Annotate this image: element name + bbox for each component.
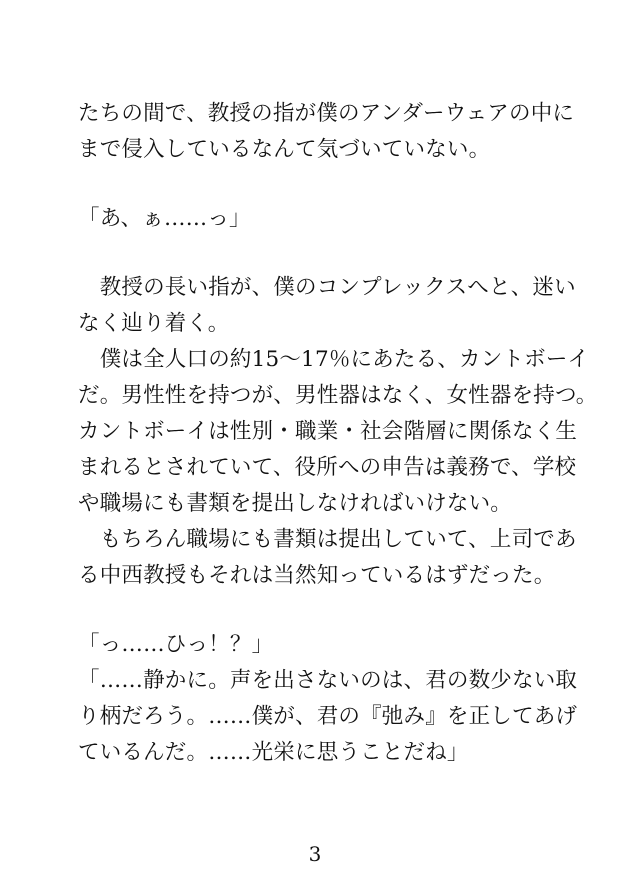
text-line-11: る中西教授もそれは当然知っているはずだった。 [78, 563, 556, 588]
dialogue-line-3: 「……静かに。声を出さないのは、君の数少ない取 [78, 668, 578, 693]
text-line-4: なく辿り着く。 [78, 311, 230, 336]
dialogue-line-2: 「っ……ひっ！？」 [78, 632, 274, 657]
text-line-6: だ。男性性を持つが、男性器はなく、女性器を持つ。 [78, 383, 598, 408]
dialogue-line-1: 「あ、ぁ……っ」 [78, 206, 251, 231]
text-line-3: 教授の長い指が、僕のコンプレックスへと、迷い [78, 275, 576, 300]
text-line-5: 僕は全人口の約15〜17％にあたる、カントボーイ [78, 347, 590, 372]
dialogue-line-5: ているんだ。……光栄に思うことだね」 [78, 740, 469, 765]
dialogue-line-4: り柄だろう。……僕が、君の『弛み』を正してあげ [78, 704, 578, 729]
text-line-8: まれるとされていて、役所への申告は義務で、学校 [78, 455, 577, 480]
text-line-1: たちの間で、教授の指が僕のアンダーウェアの中に [78, 101, 575, 126]
text-line-9: や職場にも書類を提出しなければいけない。 [78, 491, 513, 516]
text-line-2: まで侵入しているなんて気づいていない。 [78, 137, 491, 162]
text-line-10: もちろん職場にも書類は提出していて、上司であ [78, 527, 577, 552]
text-line-7: カントボーイは性別・職業・社会階層に関係なく生 [78, 419, 578, 444]
page-number: 3 [308, 842, 322, 866]
